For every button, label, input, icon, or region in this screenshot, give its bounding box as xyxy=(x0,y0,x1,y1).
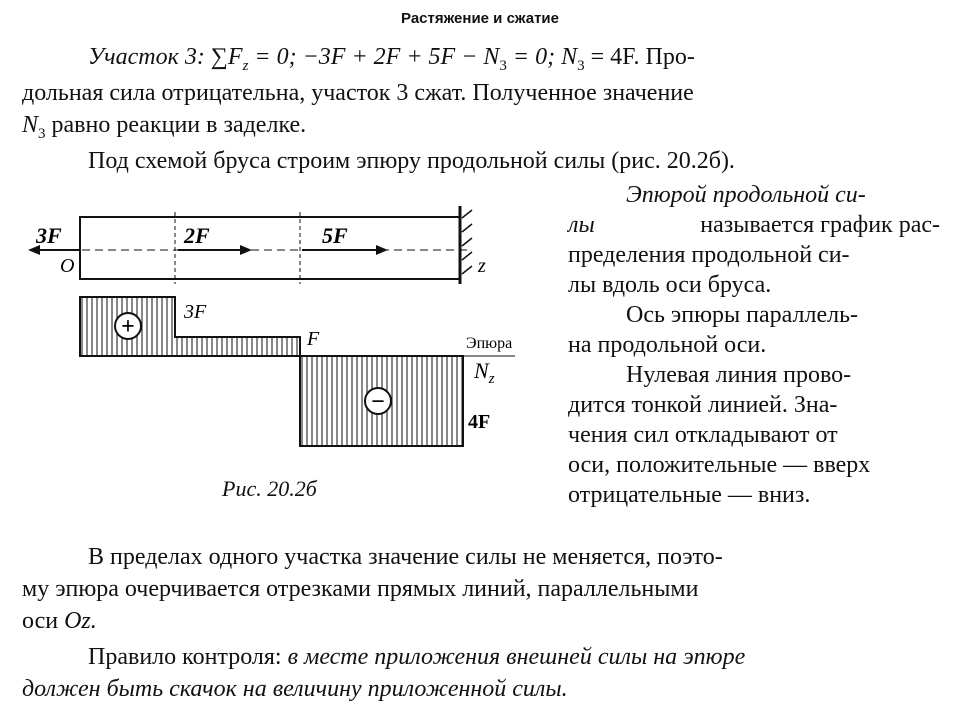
minus-sign: − xyxy=(371,389,385,415)
section-label: Участок xyxy=(88,44,179,70)
value-3f: 3F xyxy=(184,301,207,323)
paragraph4-line1: Правило контроля: в месте приложения внешней силы на эпюре xyxy=(88,644,746,670)
value-4f: 4F xyxy=(468,411,491,433)
axis-z-label: z xyxy=(478,255,486,277)
force-2f-label: 2F xyxy=(184,223,210,248)
paragraph4-line2: должен быть скачок на величину приложенной силы. xyxy=(22,676,568,702)
paragraph1-line1: Участок 3: $\sum F_z = 0$; $-3F + 2F + 5F - N_3 = 0$; $N_3 = 4F$. Про- xyxy=(88,44,695,74)
paragraph3-line3: оси Oz. xyxy=(22,608,97,634)
wall-hatch xyxy=(462,210,472,274)
zero-line4: оси, положительные — вверх xyxy=(568,452,871,478)
force-2f-arrowhead xyxy=(240,245,252,255)
value-f: F xyxy=(307,328,320,350)
definition-line1: Эпюрой продольной си- xyxy=(626,182,866,208)
figure-caption: Рис. 20.2б xyxy=(222,476,317,501)
page-header: Растяжение и сжатие xyxy=(401,10,559,27)
definition-line3: пределения продольной си- xyxy=(568,242,850,268)
force-3f-label: 3F xyxy=(36,223,62,248)
paragraph3-line2: му эпюра очерчивается отрезками прямых линий, параллельными xyxy=(22,576,699,602)
zero-line5: отрицательные — вниз. xyxy=(568,482,811,508)
definition-line2: лы называется график рас- xyxy=(568,212,940,238)
zero-line2: дится тонкой линией. Зна- xyxy=(568,392,838,418)
zero-line1: Нулевая линия прово- xyxy=(626,362,852,388)
paragraph3-line1: В пределах одного участка значение силы не меняется, поэто- xyxy=(88,544,723,570)
paragraph1-line3: $N_3$ равно реакции в заделке. xyxy=(22,112,307,142)
epure-label: Эпюра xyxy=(466,335,513,352)
nz-label: $N_z$ xyxy=(474,358,495,387)
definition-line4: лы вдоль оси бруса. xyxy=(568,272,772,298)
force-5f-label: 5F xyxy=(322,223,348,248)
axis-line2: на продольной оси. xyxy=(568,332,767,358)
beam xyxy=(80,217,460,279)
plus-sign: + xyxy=(121,314,135,340)
axis-line1: Ось эпюры параллель- xyxy=(626,302,859,328)
paragraph2: Под схемой бруса строим эпюру продольной силы (рис. 20.2б). xyxy=(88,148,735,174)
force-5f-arrowhead xyxy=(376,245,388,255)
control-rule-label: Правило контроля: xyxy=(88,644,282,670)
origin-label: O xyxy=(60,255,75,277)
paragraph1-line2: дольная сила отрицательна, участок 3 сжат. Полученное значение xyxy=(22,80,694,106)
zero-line3: чения сил откладывают от xyxy=(568,422,838,448)
